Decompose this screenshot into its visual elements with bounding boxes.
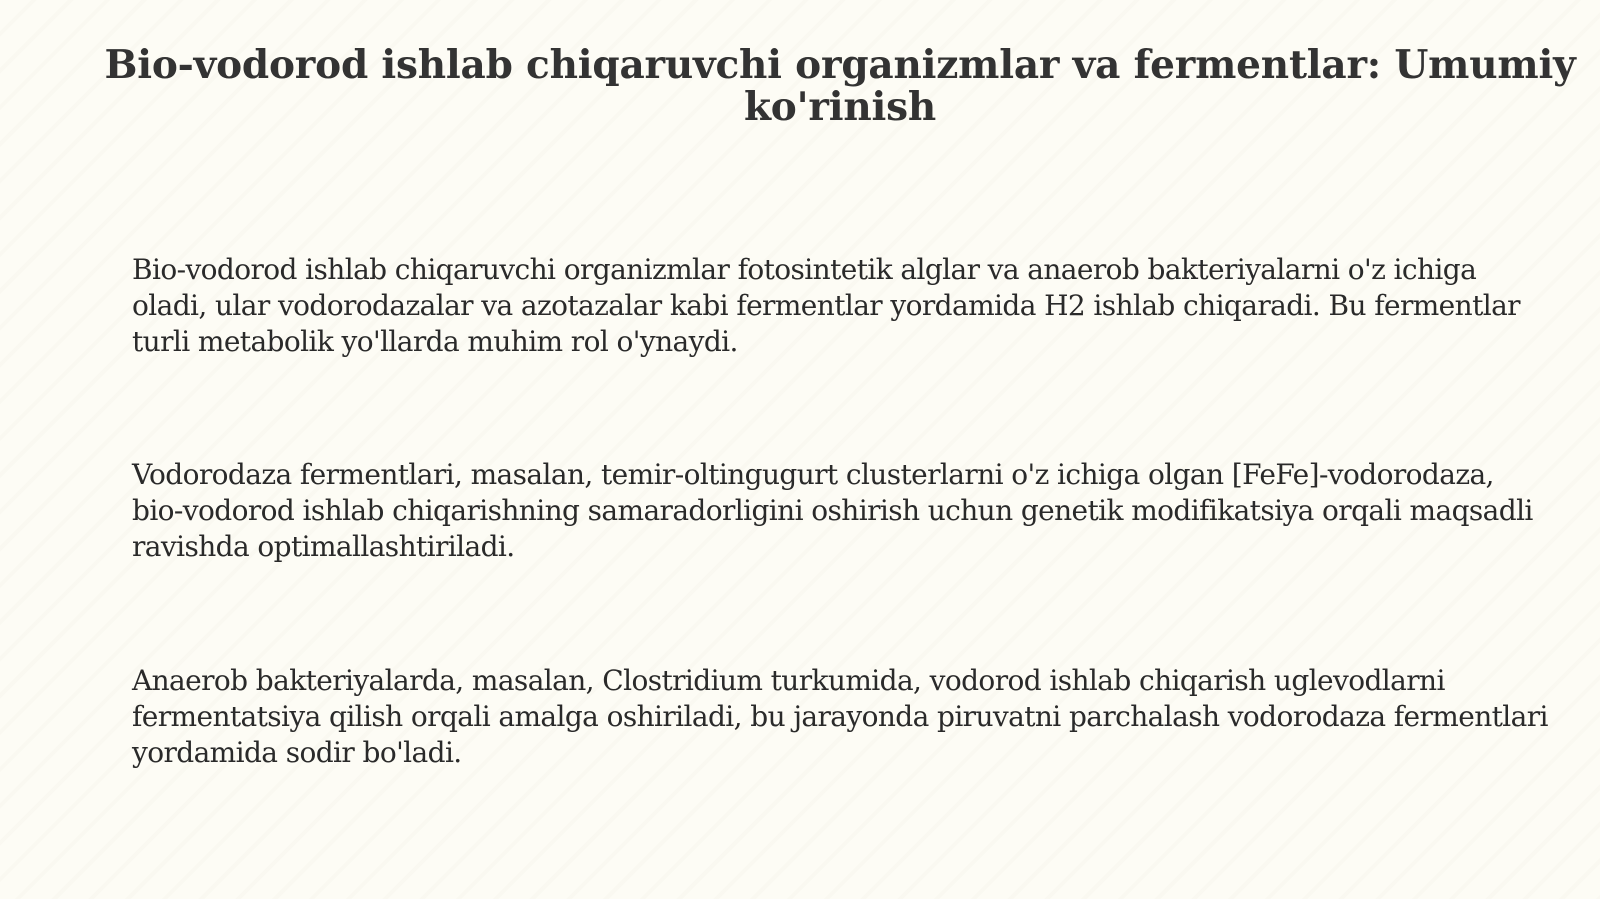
paragraph-2: Vodorodaza fermentlari, masalan, temir-oltingugurt clusterlarni o'z ichiga olgan [FeFe]-vodorodaza, bio-vodorod ishlab chiqarishning samaradorligini oshirish uchun genetik modifikatsiya orqali maqsadli ravishda optimallashtiriladi. <box>132 458 1533 563</box>
paragraph-3: Anaerob bakteriyalarda, masalan, Clostridium turkumida, vodorod ishlab chiqarish uglevodlarni fermentatsiya qilish orqali amalga oshiriladi, bu jarayonda piruvatni parchalash vodorodaza fermentlari yordamida sodir bo'ladi. <box>132 664 1548 769</box>
slide-title: Bio-vodorod ishlab chiqaruvchi organizmlar va fermentlar: Umumiy ko'rinish <box>104 42 1576 130</box>
paragraph-1: Bio-vodorod ishlab chiqaruvchi organizmlar fotosintetik alglar va anaerob bakteriyalarni o'z ichiga oladi, ular vodorodazalar va azotazalar kabi fermentlar yordamida H2 ishlab chiqaradi. Bu fermentlar turli metabolik yo'llarda muhim rol o'ynaydi. <box>132 253 1520 358</box>
